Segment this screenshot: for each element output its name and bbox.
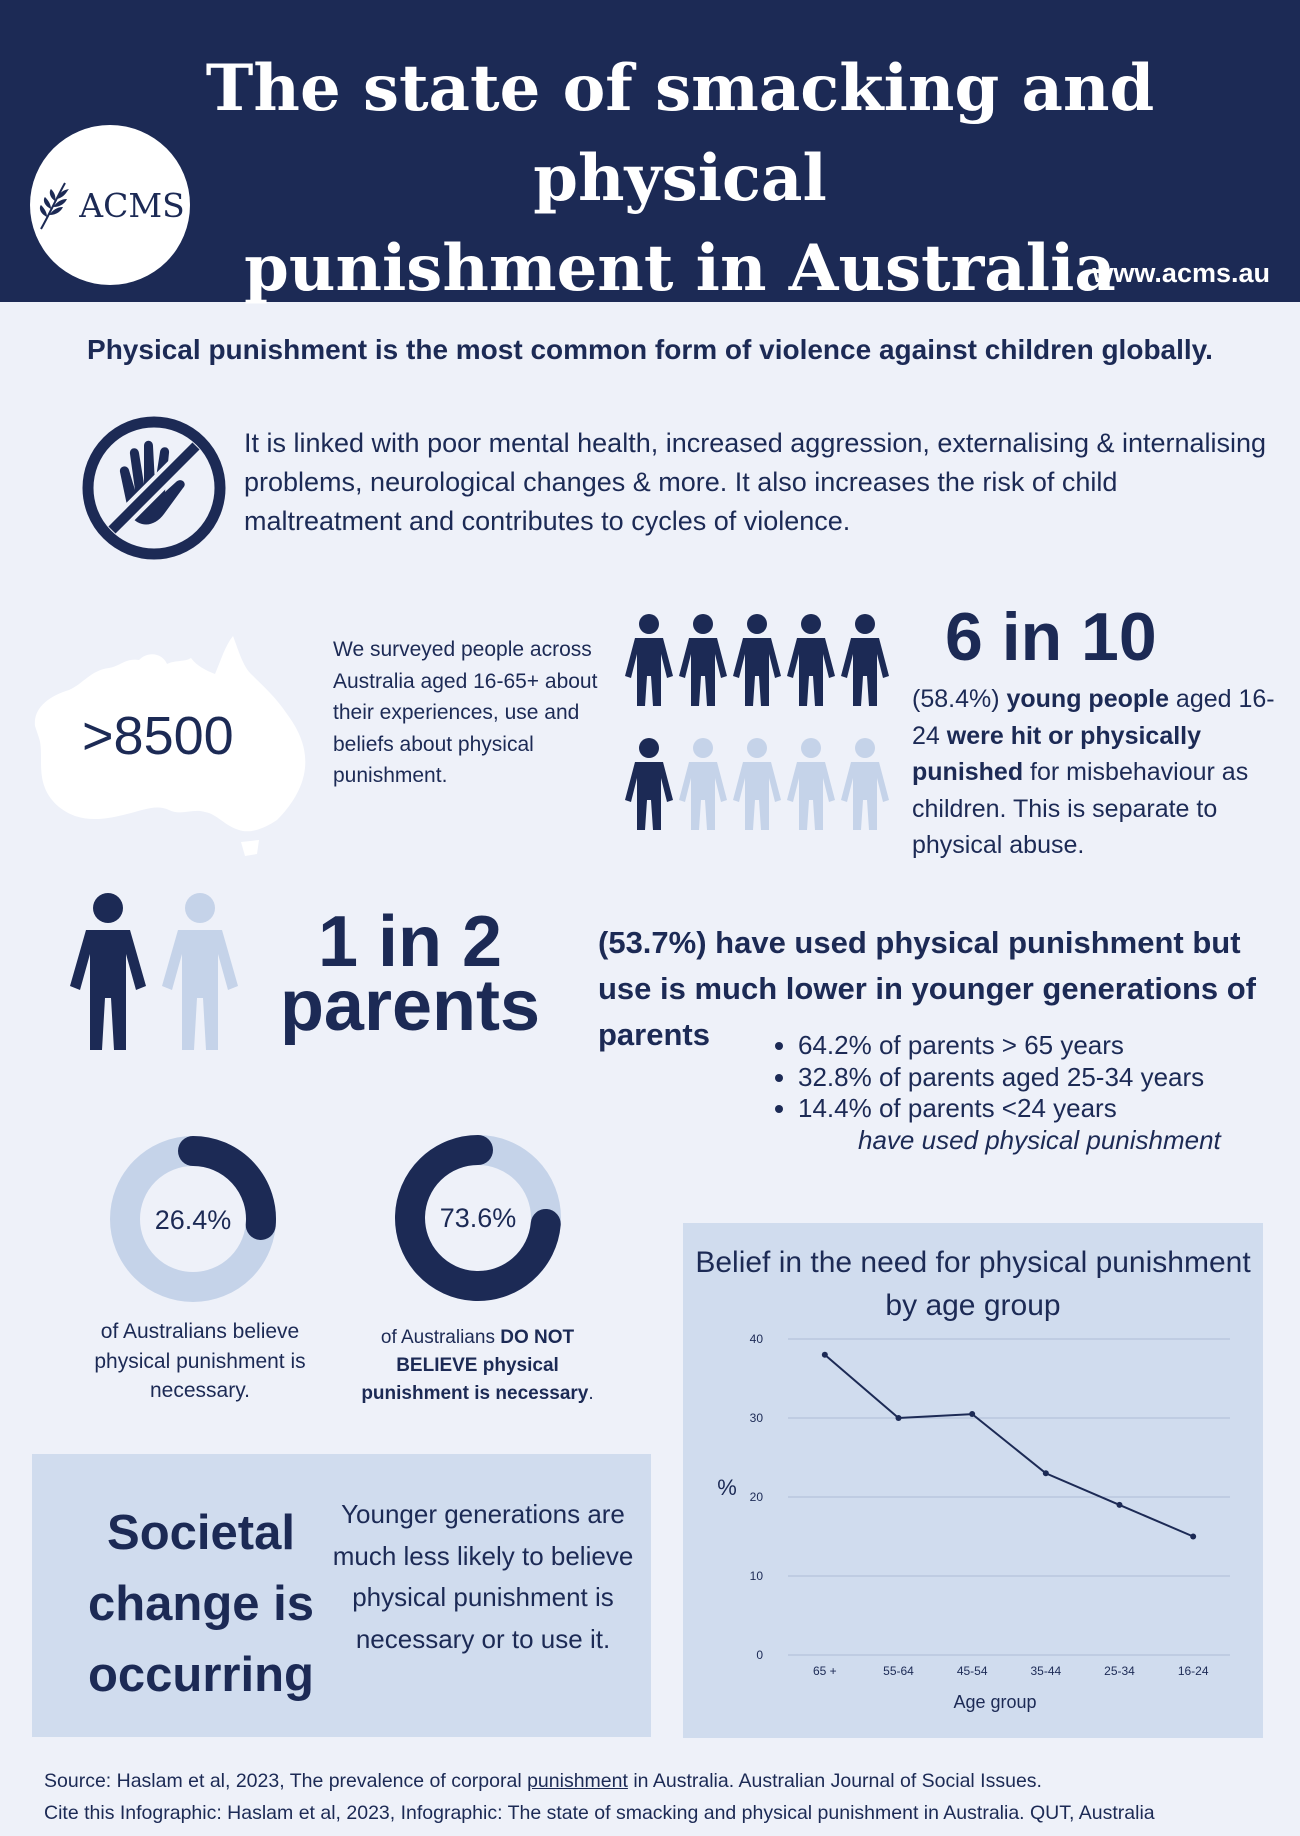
person-icon	[625, 614, 673, 706]
list-item: • 14.4% of parents <24 years	[798, 1093, 1204, 1125]
website-link[interactable]: www.acms.au	[1092, 258, 1270, 288]
x-axis-label: Age group	[953, 1692, 1037, 1712]
six-in-ten-headline: 6 in 10	[945, 599, 1157, 675]
person-icon	[679, 738, 727, 830]
logo-text: ACMS	[79, 185, 185, 225]
survey-text: We surveyed people across Australia aged 16-65+ about their experiences, use and beliefs about physical punishment.	[333, 638, 598, 787]
societal-title: Societal change is occurring	[87, 1506, 315, 1702]
x-tick-label: 65 +	[812, 1664, 837, 1678]
lead-statement: Physical punishment is the most common form of violence against children globally.	[87, 334, 1213, 365]
donut-label: 26.4%	[154, 1205, 232, 1235]
x-tick-label: 16-24	[1177, 1664, 1209, 1678]
x-tick-label: 45-54	[956, 1664, 988, 1678]
person-icon	[70, 893, 146, 1050]
societal-text: Younger generations are much less likely to believe physical punishment is necessary or to use it.	[332, 1499, 634, 1654]
effects-text: It is linked with poor mental health, increased aggression, externalising & internalising problems, neurological changes & more. It also increases the risk of child maltreatment and contributes to cycles of violence.	[244, 428, 1267, 536]
person-icon	[787, 614, 835, 706]
person-icon	[841, 738, 889, 830]
survey-count: >8500	[82, 706, 234, 766]
chart-title: Belief in the need for physical punishment by age group	[695, 1246, 1251, 1322]
list-item: • 32.8% of parents aged 25-34 years	[798, 1062, 1204, 1094]
parents-bullets	[770, 1030, 1204, 1125]
data-point	[1043, 1470, 1049, 1476]
six-in-ten-text: (58.4%) young people aged 16-24 were hit or physically punished for misbehaviour as children. This is separate to physical abuse.	[912, 685, 1275, 859]
y-tick-label: 40	[749, 1332, 763, 1346]
donut-believe	[108, 1134, 278, 1304]
bullets-tail: have used physical punishment	[858, 1125, 1221, 1155]
one-in-two-headline: 1 in 2 parents	[279, 902, 541, 1046]
y-tick-label: 10	[749, 1569, 763, 1583]
source-link[interactable]: punishment	[527, 1770, 628, 1792]
y-axis-label: %	[717, 1475, 737, 1500]
person-icon	[841, 614, 889, 706]
title-line-2: punishment in Australia	[244, 231, 1116, 306]
no-hitting-icon	[80, 414, 228, 562]
donut-not-believe	[394, 1134, 562, 1302]
person-icon	[733, 614, 781, 706]
page-title	[150, 44, 1210, 314]
data-point	[1190, 1534, 1196, 1540]
x-tick-label: 35-44	[1030, 1664, 1062, 1678]
donut-not-believe-caption: of Australians DO NOT BELIEVE physical punishment is necessary.	[361, 1327, 594, 1404]
donut-believe-caption: of Australians believe physical punishment is necessary.	[94, 1320, 306, 1402]
person-icon	[787, 738, 835, 830]
list-item: • 64.2% of parents > 65 years	[798, 1030, 1204, 1062]
people-grid	[620, 612, 890, 832]
header-banner	[0, 0, 1300, 306]
y-tick-label: 0	[756, 1648, 763, 1662]
societal-change-box	[32, 1454, 651, 1737]
data-point	[822, 1352, 828, 1358]
leaf-sprig-icon	[35, 179, 75, 231]
belief-chart	[683, 1223, 1263, 1738]
y-tick-label: 20	[749, 1490, 763, 1504]
source-citation: Source: Haslam et al, 2023, The prevalence of corporal punishment in Australia. Australian Journal of Social Issues.	[44, 1770, 1042, 1792]
series-line	[825, 1355, 1193, 1537]
x-tick-label: 25-34	[1104, 1664, 1135, 1678]
y-tick-label: 30	[749, 1411, 763, 1425]
data-point	[1117, 1502, 1123, 1508]
data-point	[896, 1415, 902, 1421]
person-icon	[625, 738, 673, 830]
donut-label: 73.6%	[439, 1203, 517, 1233]
person-icon	[733, 738, 781, 830]
parents-used-text: (53.7%) have used physical punishment but use is much lower in younger generations of parents	[598, 925, 1257, 1052]
data-point	[969, 1411, 975, 1417]
cite-infographic: Cite this Infographic: Haslam et al, 2023, Infographic: The state of smacking and physical punishment in Australia. QUT, Australia	[44, 1802, 1155, 1824]
x-tick-label: 55-64	[883, 1664, 914, 1678]
person-icon	[679, 614, 727, 706]
person-icon	[162, 893, 238, 1050]
title-line-1: The state of smacking and physical	[205, 51, 1155, 216]
parents-figures	[60, 890, 250, 1052]
